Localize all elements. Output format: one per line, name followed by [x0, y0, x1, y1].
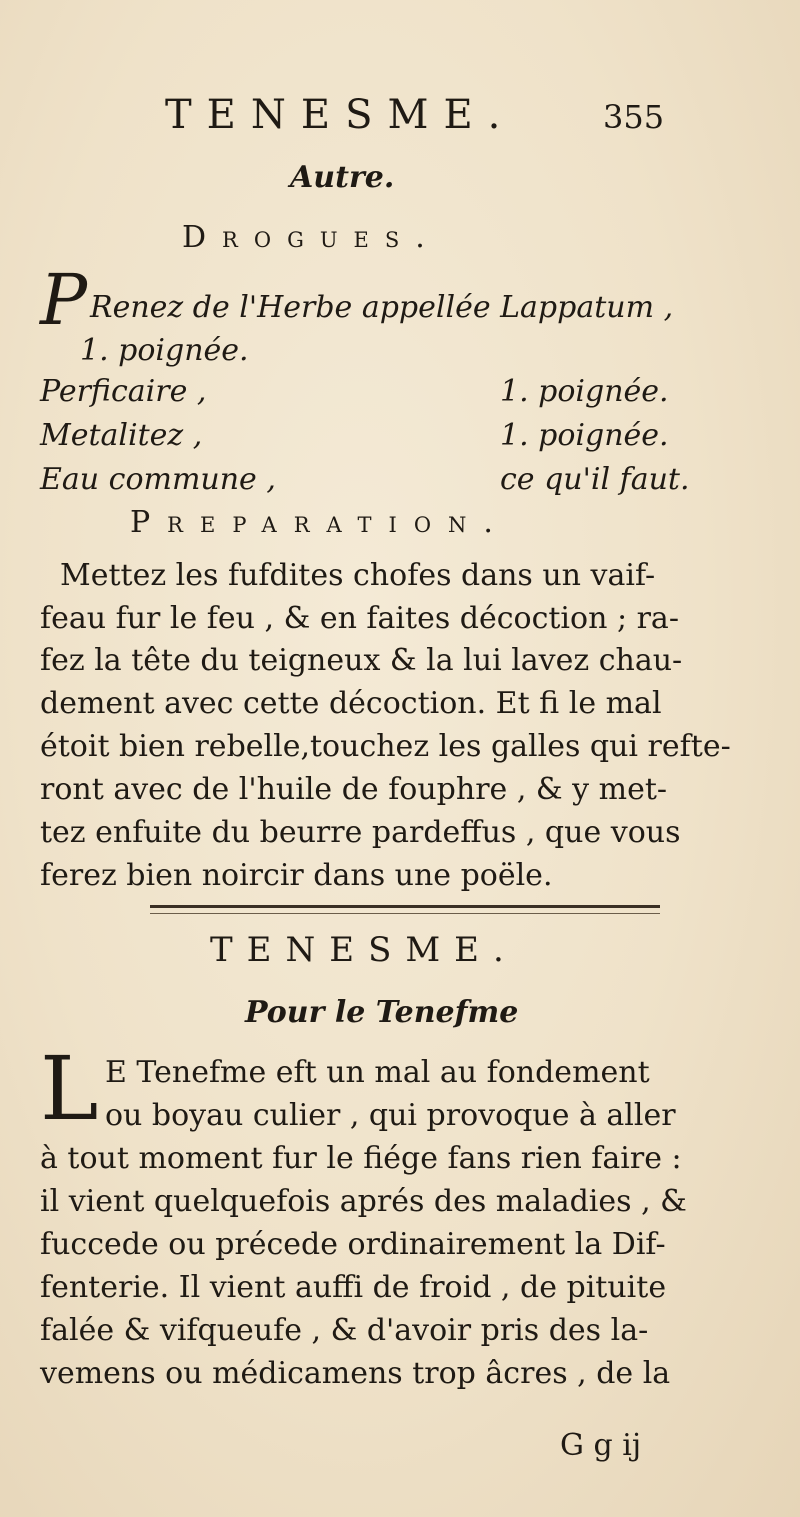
prep-line: étoit bien rebelle,touchez les galles qui refte-: [40, 729, 731, 764]
prep-line: fez la tête du teigneux & la lui lavez chau-: [40, 643, 683, 678]
tenesme-subtitle: Pour le Tenefme: [245, 995, 519, 1030]
ingredient-name: Perficaire ,: [40, 374, 207, 409]
drogues-heading: Drogues.: [182, 220, 441, 255]
tenesme-line: vemens ou médicamens trop âcres , de la: [40, 1356, 671, 1391]
section-divider: [150, 905, 660, 914]
signature-mark: G g ij: [560, 1428, 642, 1463]
prep-line: Mettez les fufdites chofes dans un vaif-: [60, 558, 656, 593]
prep-line: feau fur le feu , & en faites décoction ; ra-: [40, 601, 679, 636]
tenesme-line: il vient quelquefois aprés des maladies , &: [40, 1184, 687, 1219]
page-number: 355: [603, 98, 665, 136]
ingredient-quantity: 1. poignée.: [500, 418, 669, 453]
ingredient-quantity: ce qu'il faut.: [500, 462, 690, 497]
prep-line: ront avec de l'huile de fouphre , & y met-: [40, 772, 668, 807]
ingredient-name: Metalitez ,: [40, 418, 203, 453]
preparation-heading: Preparation.: [130, 505, 510, 540]
drop-cap-p: P: [40, 259, 88, 341]
tenesme-line: fuccede ou précede ordinairement la Dif-: [40, 1227, 666, 1262]
prep-line: tez enfuite du beurre pardeffus , que vous: [40, 815, 681, 850]
tenesme-line: ou boyau culier , qui provoque à aller: [105, 1098, 676, 1133]
tenesme-line: à tout moment fur le fiége fans rien faire :: [40, 1141, 682, 1176]
recipe-line-2: 1. poignée.: [80, 333, 249, 368]
ingredient-name: Eau commune ,: [40, 462, 276, 497]
prep-line: dement avec cette décoction. Et fi le mal: [40, 686, 662, 721]
tenesme-heading: TENESME.: [210, 930, 518, 970]
recipe-line-1: Renez de l'Herbe appellée Lappatum ,: [90, 290, 674, 325]
tenesme-line: falée & vifqueufe , & d'avoir pris des la-: [40, 1313, 649, 1348]
recipe-subtitle: Autre.: [290, 160, 395, 195]
running-title: TENESME.: [165, 92, 516, 138]
tenesme-line: fenterie. Il vient auffi de froid , de pituite: [40, 1270, 667, 1305]
drop-cap-l: L: [40, 1037, 99, 1140]
ingredient-quantity: 1. poignée.: [500, 374, 669, 409]
prep-line: ferez bien noircir dans une poële.: [40, 858, 553, 893]
tenesme-line: E Tenefme eft un mal au fondement: [105, 1055, 650, 1090]
